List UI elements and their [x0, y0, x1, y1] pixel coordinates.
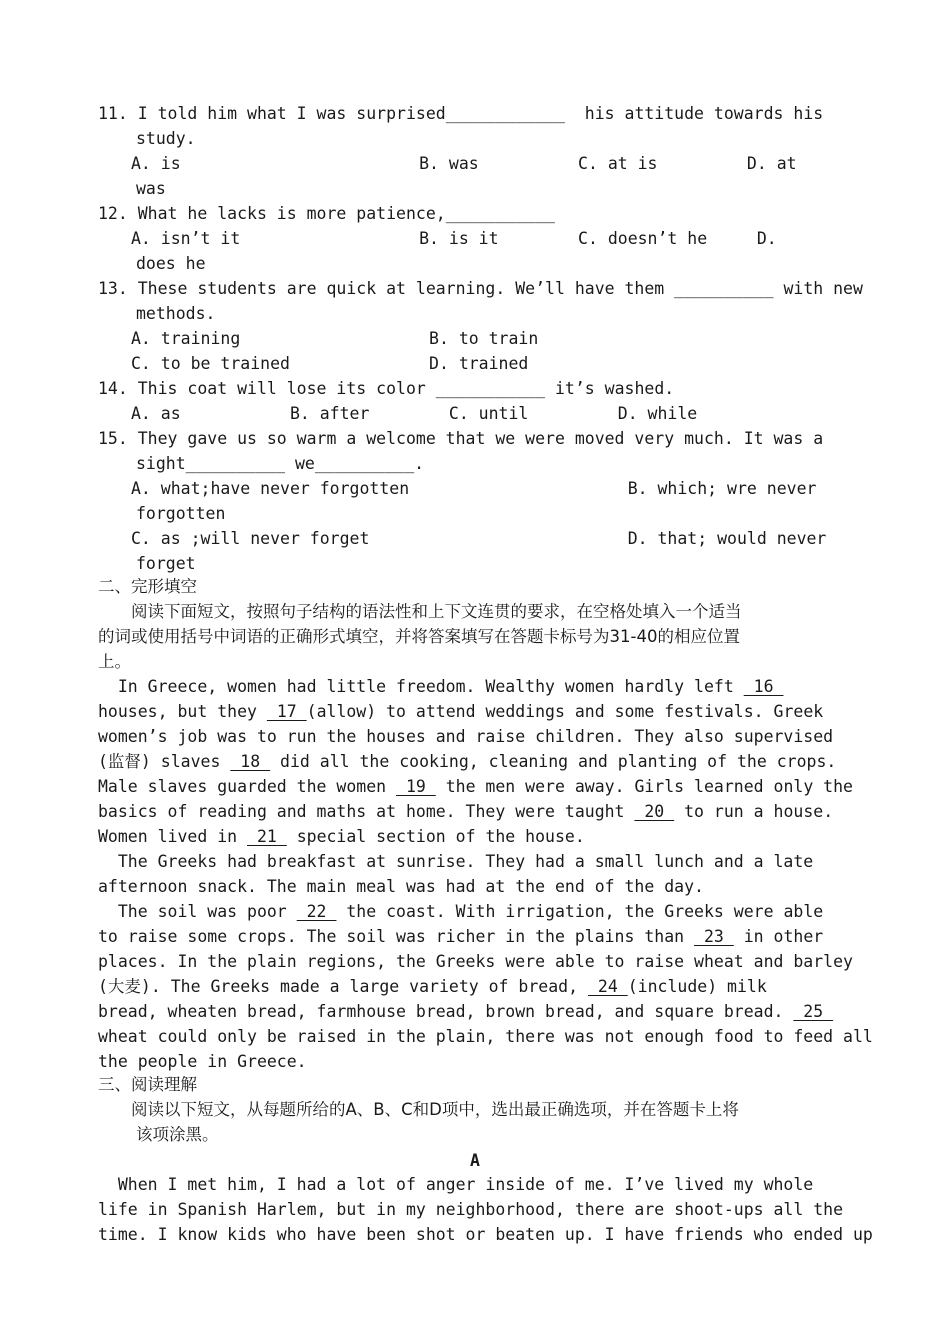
answer-blank: __________ [674, 279, 774, 298]
question-15-stem-cont [136, 451, 424, 476]
question-text: 12. What he lacks is more patience, [98, 204, 446, 223]
cloze-line: wheat could only be raised in the plain, there was not enough food to feed all [98, 1027, 873, 1046]
question-text: with new [773, 279, 863, 298]
cloze-blank-20: 20 [634, 802, 675, 821]
passage-text: the men were away. Girls learned only the [435, 777, 853, 796]
passage-text: Male slaves guarded the women [98, 777, 397, 796]
question-12-stem [98, 201, 555, 226]
answer-blank: ____________ [445, 104, 565, 123]
question-13-stem [98, 276, 863, 301]
question-11-stem [98, 101, 823, 126]
question-12-options-cont: does he [136, 254, 206, 273]
cloze-line [98, 974, 767, 999]
cloze-line [98, 774, 853, 799]
passage-text: special section of the house. [286, 827, 585, 846]
cloze-line [98, 899, 823, 924]
question-text: 13. These students are quick at learning. We’ll have them [98, 279, 675, 298]
question-text: 11. I told him what I was surprised [98, 104, 446, 123]
answer-blank: ___________ [445, 204, 555, 223]
cloze-instructions-end: 上。 [98, 652, 131, 671]
cloze-line [98, 924, 823, 949]
cloze-line [98, 799, 833, 824]
cloze-blank-24: 24 [587, 977, 628, 996]
cloze-line: women’s job was to run the houses and raise children. They also supervised [98, 727, 834, 746]
passage-text: (大麦). The Greeks made a large variety of bread, [98, 977, 588, 996]
cloze-line [98, 749, 836, 774]
question-14-stem [98, 376, 674, 401]
passage-text: to raise some crops. The soil was richer in the plains than [98, 927, 695, 946]
cloze-blank-21: 21 [247, 827, 287, 846]
passage-text: houses, but they [98, 702, 267, 721]
passage-text: In Greece, women had little freedom. Wealthy women hardly left [98, 677, 744, 696]
question-15-options-ab: A. what;have never forgotten B. which; wre never [131, 479, 817, 498]
question-14-options: A. as B. after C. until D. while [131, 404, 698, 423]
cloze-line [98, 999, 833, 1024]
reading-instructions: 阅读以下短文，从每题所给的A、B、C和D项中，选出最正确选项，并在答题卡上将 [131, 1100, 739, 1119]
cloze-blank-25: 25 [793, 1002, 834, 1021]
question-text: it’s washed. [545, 379, 675, 398]
answer-blank: ___________ [435, 379, 546, 398]
answer-blank: __________ [314, 454, 415, 473]
question-12-options: A. isn’t it B. is it C. doesn’t he D. [131, 229, 777, 248]
question-15-options-cd-cont: forget [136, 554, 196, 573]
passage-text: (allow) to attend weddings and some festivals. Greek [306, 702, 824, 721]
cloze-line: The Greeks had breakfast at sunrise. They had a small lunch and a late [98, 852, 814, 871]
cloze-blank-16: 16 [743, 677, 784, 696]
cloze-line: afternoon snack. The main meal was had at the end of the day. [98, 877, 704, 896]
question-13-options: A. training B. to train [131, 329, 539, 348]
question-text: his attitude towards his [564, 104, 824, 123]
section-heading-cloze: 二、完形填空 [98, 577, 197, 596]
passage-line: When I met him, I had a lot of anger inside of me. I’ve lived my whole [98, 1175, 814, 1194]
passage-text: (监督) slaves [98, 752, 231, 771]
answer-blank: __________ [185, 454, 286, 473]
question-text: . [414, 454, 425, 473]
cloze-line [98, 824, 585, 849]
question-text: we [285, 454, 315, 473]
cloze-instructions: 阅读下面短文，按照句子结构的语法性和上下文连贯的要求，在空格处填入一个适当 [131, 602, 742, 621]
passage-label: A [470, 1151, 480, 1170]
cloze-blank-18: 18 [230, 752, 271, 771]
question-15-options-ab-cont: forgotten [136, 504, 226, 523]
cloze-instructions-cont: 的词或使用括号中词语的正确形式填空，并将答案填写在答题卡标号为31-40的相应位置 [98, 627, 740, 646]
question-13-stem-cont: methods. [136, 304, 216, 323]
passage-text: in other [733, 927, 824, 946]
passage-text: the coast. With irrigation, the Greeks were able [336, 902, 824, 921]
cloze-blank-23: 23 [694, 927, 734, 946]
question-text: sight [136, 454, 186, 473]
cloze-line: places. In the plain regions, the Greeks were able to raise wheat and barley [98, 952, 853, 971]
question-text: 14. This coat will lose its color [98, 379, 436, 398]
section-heading-reading: 三、阅读理解 [98, 1075, 197, 1094]
passage-text: (include) milk [627, 977, 767, 996]
cloze-line [98, 674, 783, 699]
cloze-blank-19: 19 [396, 777, 436, 796]
cloze-blank-22: 22 [296, 902, 337, 921]
question-11-stem-cont: study. [136, 129, 196, 148]
cloze-line: the people in Greece. [98, 1052, 307, 1071]
question-11-options-cont: was [136, 179, 166, 198]
question-15-options-cd: C. as ;will never forget D. that; would never [131, 529, 827, 548]
question-15-stem: 15. They gave us so warm a welcome that we were moved very much. It was a [98, 429, 824, 448]
reading-instructions-cont: 该项涂黑。 [136, 1125, 219, 1144]
passage-line: life in Spanish Harlem, but in my neighborhood, there are shoot-ups all the [98, 1200, 844, 1219]
cloze-line [98, 699, 823, 724]
passage-text: bread, wheaten bread, farmhouse bread, brown bread, and square bread. [98, 1002, 794, 1021]
question-13-options-cont: C. to be trained D. trained [131, 354, 529, 373]
passage-line: time. I know kids who have been shot or beaten up. I have friends who ended up [98, 1225, 873, 1244]
passage-text: to run a house. [674, 802, 834, 821]
passage-text: Women lived in [98, 827, 248, 846]
passage-text: The soil was poor [98, 902, 297, 921]
cloze-blank-17: 17 [266, 702, 307, 721]
question-11-options: A. is B. was C. at is D. at [131, 154, 797, 173]
passage-text: basics of reading and maths at home. They were taught [98, 802, 635, 821]
passage-text: did all the cooking, cleaning and planting of the crops. [270, 752, 837, 771]
